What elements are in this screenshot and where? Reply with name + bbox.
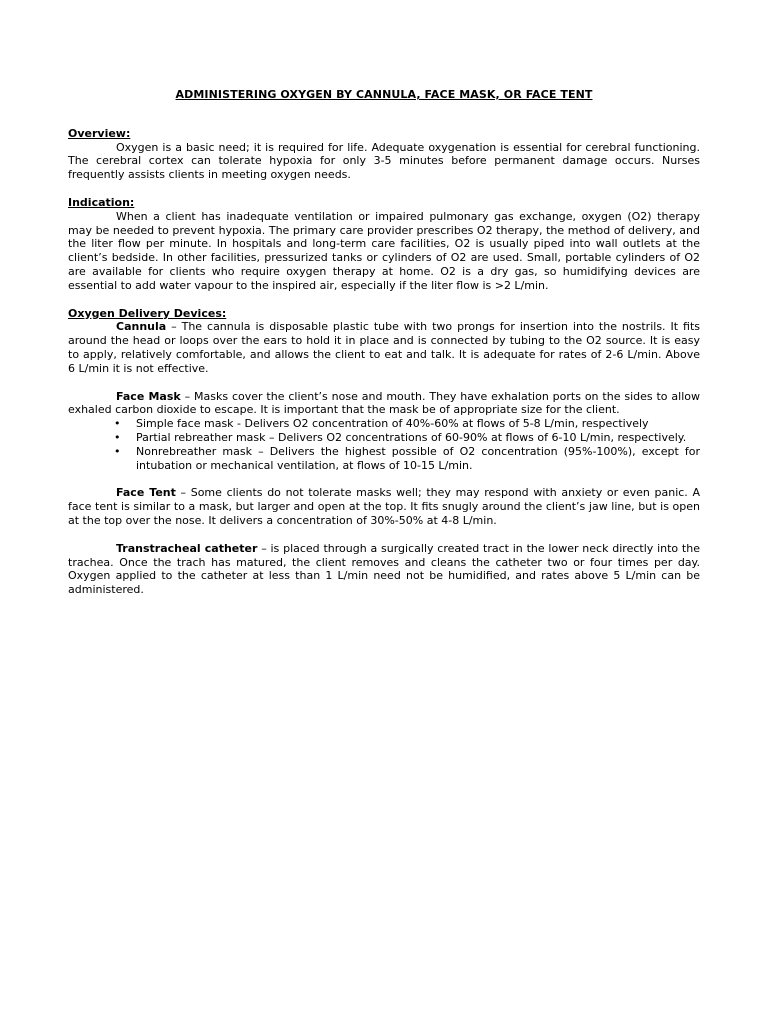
face-mask-term: Face Mask xyxy=(116,389,181,403)
face-tent-term: Face Tent xyxy=(116,486,176,500)
face-tent-paragraph xyxy=(68,486,700,527)
indication-text: When a client has inadequate ventilation or impaired pulmonary gas exchange, oxygen (O2) therapy may be needed to prevent hypoxia. The primary care provider prescribes O2 therapy, the method of delivery, and the liter flow per minute. In hospitals and long-term care facilities, O2 is usually piped into wall outlets at the client’s bedside. In other facilities, pressurized tanks or cylinders of O2 are used. Small, portable cylinders of O2 are available for clients who require oxygen therapy at home. O2 is a dry gas, so humidifying devices are essential to add water vapour to the inspired air, especially if the liter flow is >2 L/min. xyxy=(68,209,700,292)
cannula-term: Cannula xyxy=(116,320,167,334)
face-mask-text: – Masks cover the client’s nose and mouth. They have exhalation ports on the sides to allow exhaled carbon dioxide to escape. It is important that the mask be of appropriate size for the client. xyxy=(68,389,701,417)
transtracheal-text: – is placed through a surgically created tract in the lower neck directly into the trachea. Once the trach has matured, the client removes and cleans the catheter two or four times per day. Oxygen applied to the catheter at less than 1 L/min need not be humidified, and rates above 5 L/min can be administered. xyxy=(68,541,700,597)
cannula-paragraph xyxy=(68,320,700,375)
indication-heading: Indication: xyxy=(68,195,135,209)
list-item-text: Nonrebreather mask – Delivers the highest possible of O2 concentration (95%-100%), except for intubation or mechanical ventilation, at flows of 10-15 L/min. xyxy=(136,444,700,472)
overview-heading: Overview: xyxy=(68,126,131,140)
list-item-text: Partial rebreather mask – Delivers O2 concentrations of 60-90% at flows of 6-10 L/min, respectively. xyxy=(136,430,687,444)
transtracheal-term: Transtracheal catheter xyxy=(116,541,258,555)
list-item xyxy=(68,431,700,445)
face-mask-list xyxy=(68,417,700,472)
bullet-icon: • xyxy=(114,430,121,444)
devices-section xyxy=(68,307,700,597)
bullet-icon: • xyxy=(114,417,121,431)
bullet-icon: • xyxy=(114,444,121,458)
devices-heading: Oxygen Delivery Devices: xyxy=(68,306,227,320)
face-mask-paragraph xyxy=(68,390,700,418)
cannula-text: – The cannula is disposable plastic tube with two prongs for insertion into the nostrils. It fits around the head or loops over the ears to hold it in place and is connected by tubing to the O2 source. It is easy to apply, relatively comfortable, and allows the client to eat and talk. It is adequate for rates of 2-6 L/min. Above 6 L/min it is not effective. xyxy=(68,320,700,375)
list-item-text: Simple face mask - Delivers O2 concentration of 40%-60% at flows of 5-8 L/min, respectively xyxy=(136,417,649,431)
overview-section xyxy=(68,127,700,182)
list-item xyxy=(68,445,700,473)
document-title: ADMINISTERING OXYGEN BY CANNULA, FACE MASK, OR FACE TENT xyxy=(175,88,593,101)
document-page xyxy=(68,88,700,597)
overview-text: Oxygen is a basic need; it is required for life. Adequate oxygenation is essential for cerebral functioning. The cerebral cortex can tolerate hypoxia for only 3-5 minutes before permanent damage occurs. Nurses frequently assists clients in meeting oxygen needs. xyxy=(68,140,700,182)
transtracheal-paragraph xyxy=(68,542,700,597)
indication-section xyxy=(68,196,700,293)
face-tent-text: – Some clients do not tolerate masks well; they may respond with anxiety or even panic. A face tent is similar to a mask, but larger and open at the top. It fits snugly around the client’s jaw line, but is open at the top over the nose. It delivers a concentration of 30%-50% at 4-8 L/min. xyxy=(68,486,700,527)
list-item xyxy=(68,417,700,431)
